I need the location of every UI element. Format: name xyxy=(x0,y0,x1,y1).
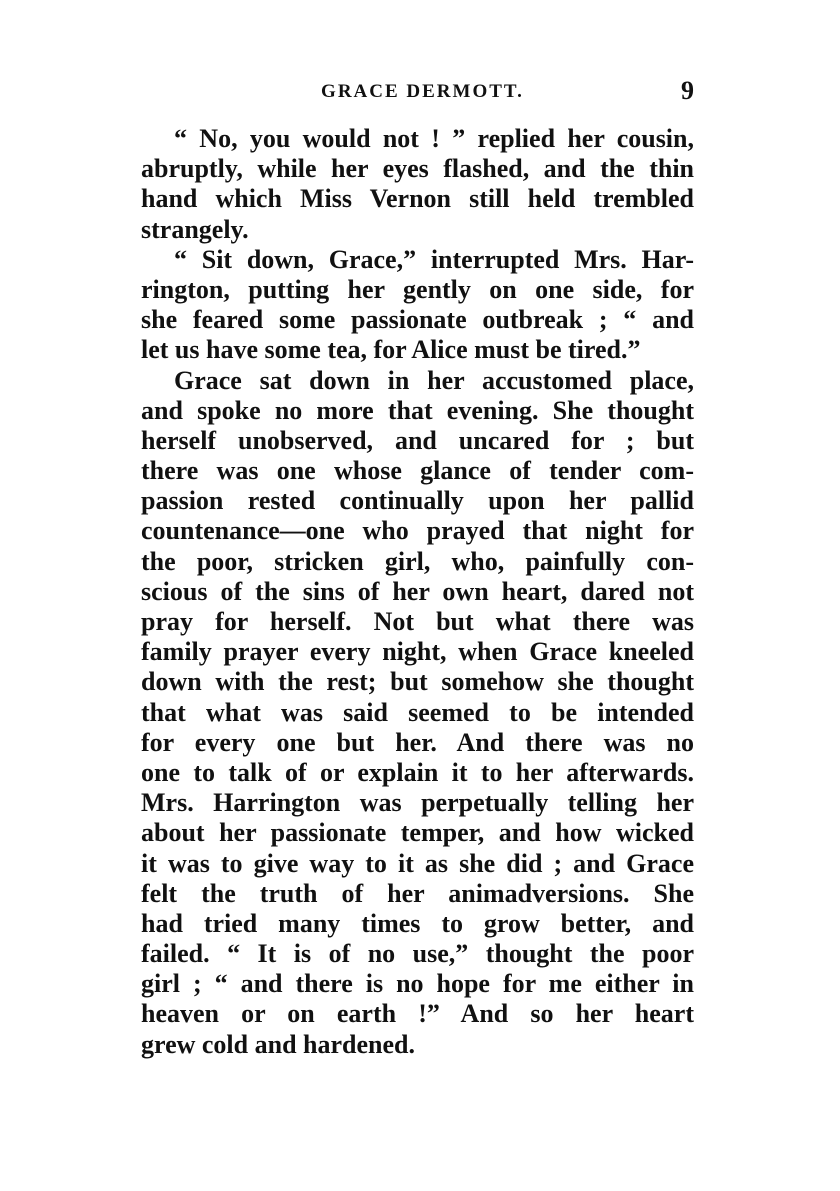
text-line: it was to give way to it as she did ; and Grace xyxy=(141,848,694,878)
text-line: “ No, you would not ! ” replied her cousin, xyxy=(174,124,694,153)
text-line: grew cold and hardened. xyxy=(141,1029,415,1059)
text-line: herself unobserved, and uncared for ; but xyxy=(141,425,694,455)
text-line: “ Sit down, Grace,” interrupted Mrs. Har- xyxy=(174,244,694,274)
text-line: she feared some passionate outbreak ; “ and xyxy=(141,305,694,335)
text-line: scious of the sins of her own heart, dared not xyxy=(141,576,694,606)
running-title: GRACE DERMOTT. xyxy=(321,81,524,102)
text-line: failed. “ It is of no use,” thought the poor xyxy=(141,939,694,969)
text-line: Mrs. Harrington was perpetually telling her xyxy=(141,788,694,818)
text-line: down with the rest; but somehow she thought xyxy=(141,667,694,697)
text-line: girl ; “ and there is no hope for me either in xyxy=(141,969,694,999)
page-number: 9 xyxy=(681,76,694,105)
text-line: for every one but her. And there was no xyxy=(141,727,694,757)
text-line: family prayer every night, when Grace kneeled xyxy=(141,637,694,667)
text-line: abruptly, while her eyes flashed, and the thin xyxy=(141,154,694,184)
text-line: let us have some tea, for Alice must be tired.” xyxy=(141,335,641,365)
text-line: hand which Miss Vernon still held trembled xyxy=(141,184,694,214)
text-line: rington, putting her gently on one side, for xyxy=(141,274,694,304)
running-head xyxy=(141,78,694,108)
text-line: felt the truth of her animadversions. She xyxy=(141,878,694,908)
body-text xyxy=(141,124,694,1060)
text-line: had tried many times to grow better, and xyxy=(141,908,694,938)
text-line: there was one whose glance of tender com- xyxy=(141,456,694,486)
text-line: strangely. xyxy=(141,214,249,244)
text-line: countenance—one who prayed that night for xyxy=(141,516,694,546)
text-line: heaven or on earth !” And so her heart xyxy=(141,999,694,1029)
text-line: passion rested continually upon her pallid xyxy=(141,486,694,516)
text-line: pray for herself. Not but what there was xyxy=(141,607,694,636)
text-line: Grace sat down in her accustomed place, xyxy=(174,365,694,395)
text-line: one to talk of or explain it to her afterwards. xyxy=(141,757,694,787)
text-line: and spoke no more that evening. She thought xyxy=(141,395,694,425)
text-line: that what was said seemed to be intended xyxy=(141,697,694,727)
text-line: about her passionate temper, and how wicked xyxy=(141,818,694,848)
text-line: the poor, stricken girl, who, painfully con- xyxy=(141,546,694,576)
